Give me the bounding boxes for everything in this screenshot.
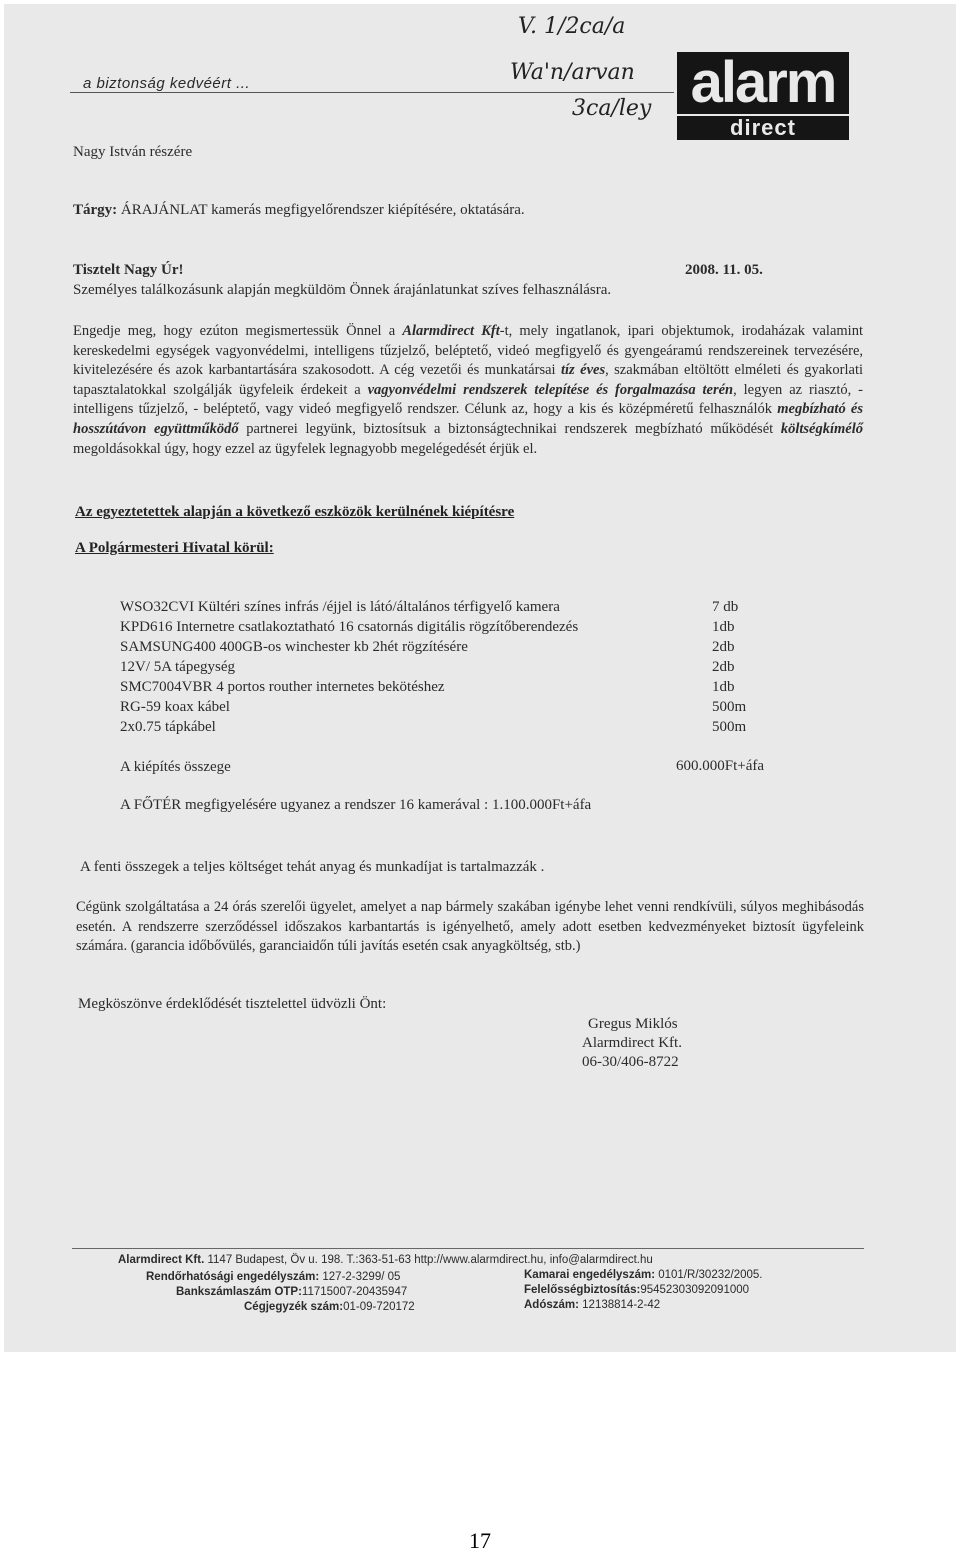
list-item-qty: 7 db — [712, 599, 739, 615]
tagline: a biztonság kedvéért ... — [83, 75, 251, 92]
letter-date: 2008. 11. 05. — [685, 262, 763, 278]
signer-company: Alarmdirect Kft. — [582, 1035, 682, 1051]
chamber-license-label: Kamarai engedélyszám: — [524, 1269, 656, 1281]
tax-number-label: Adószám: — [524, 1299, 579, 1311]
salutation: Tisztelt Nagy Úr! — [73, 262, 184, 278]
footer-tax-number — [524, 1299, 660, 1311]
bank-account-value: 11715007-20435947 — [301, 1286, 408, 1298]
police-license-value: 127-2-3299/ 05 — [322, 1271, 401, 1283]
signer-phone: 06-30/406-8722 — [582, 1054, 679, 1070]
alarmdirect-logo — [677, 52, 849, 142]
footer-rule — [72, 1248, 864, 1249]
list-item: SAMSUNG400 400GB-os winchester kb 2hét rögzítésére — [120, 639, 468, 655]
registry-value: 01-09-720172 — [343, 1301, 415, 1313]
intro-emphasis-3: vagyonvédelmi rendszerek telepítése és forgalmazása terén — [367, 381, 734, 398]
handwritten-note-1: V. 1/2ca/a — [518, 14, 626, 39]
footer-bank-account — [176, 1286, 407, 1298]
header-rule — [70, 92, 674, 93]
page-number: 17 — [469, 1528, 491, 1553]
footer-company: Alarmdirect Kft. — [118, 1254, 205, 1266]
list-item: KPD616 Internetre csatlakoztatható 16 csatornás digitális rögzítőberendezés — [120, 619, 579, 635]
total-label: A kiépítés összege — [120, 759, 231, 775]
handwritten-note-3: 3ca/ley — [572, 96, 652, 121]
section-heading: Az egyeztetettek alapján a következő eszközök kerülnének kiépítésre — [75, 504, 515, 520]
bank-account-label: Bankszámlaszám OTP: — [176, 1286, 302, 1298]
subject-line — [73, 202, 525, 219]
intro-text-4: , legyen az riasztó, - intelligens tűzjelző, - beléptető, vagy videó megfigyelő rendszer. Célunk az, hogy a kis és középméretű felhasználók — [73, 381, 863, 418]
service-paragraph: Cégünk szolgáltatása a 24 órás szerelői ügyelet, amelyet a nap bármely szakában igénybe lehet venni rendkívüli, súlyos meghibásodás esetén. A rendszerre szerződéssel időszakos karbantartás is igényelhető, amely adott esetben kedvezményeket biztosít ügyfeleink számára. (garancia időbővülés, garanciaidőn túli javítás esetén csak anyagköltség, stb.) — [76, 899, 864, 955]
list-item: SMC7004VBR 4 portos routher internetes bekötéshez — [120, 679, 445, 695]
list-item: 12V/ 5A tápegység — [120, 659, 235, 675]
footer-registry — [244, 1301, 415, 1313]
closing-line: Megköszönve érdeklődését tisztelettel üdvözli Önt: — [78, 996, 387, 1012]
list-item: 2x0.75 tápkábel — [120, 719, 216, 735]
list-item-qty: 2db — [712, 639, 735, 655]
cost-note: A fenti összegek a teljes költséget tehát anyag és munkadíjat is tartalmazzák . — [80, 859, 545, 875]
list-item: RG-59 koax kábel — [120, 699, 230, 715]
list-item-qty: 500m — [712, 699, 747, 715]
total-value: 600.000Ft+áfa — [676, 758, 765, 774]
subsection-heading: A Polgármesteri Hivatal körül: — [75, 540, 274, 556]
handwritten-note-2: Wa'n/arvan — [510, 60, 635, 85]
footer-chamber-license — [524, 1269, 762, 1281]
company-introduction — [73, 322, 863, 459]
intro-text-6: megoldásokkal úgy, hogy ezzel az ügyfelek legnagyobb megelégedését érjük el. — [73, 440, 538, 457]
intro-emphasis-2: tíz éves — [561, 362, 606, 379]
subject-label: Tárgy: — [73, 202, 118, 218]
signer-name: Gregus Miklós — [588, 1016, 678, 1032]
scanned-letter — [4, 4, 956, 1352]
list-item-qty: 500m — [712, 719, 747, 735]
intro-text-2: -t, mely ingatlanok, ipari objektumok, irodaházak valamint kereskedelmi egységek vagyonvédelmi, intelligens tűzjelző, beléptető, videó megfigyelő és gyengeáramú rendszereinek tervezésére, kivitelezésére és azok karbantartására szakosodott. A cég vezetői és munkatársai — [73, 323, 863, 379]
foter-offer: A FŐTÉR megfigyelésére ugyanez a rendszer 16 kamerával : 1.100.000Ft+áfa — [120, 797, 592, 813]
intro-emphasis-5: költségkímélő — [780, 420, 864, 437]
list-item-qty: 2db — [712, 659, 735, 675]
intro-text-3: , szakmában eltöltött elméleti és gyakorlati tapasztalatokkal szolgálják ügyfeleik érdekeit a — [73, 362, 864, 398]
footer-address-line — [118, 1254, 653, 1266]
recipient: Nagy István részére — [73, 144, 193, 160]
intro-emphasis-4: megbízható és hosszútávon együttműködő — [73, 401, 864, 437]
logo-word-alarm: alarm — [677, 52, 849, 114]
list-item: WSO32CVI Kültéri színes infrás /éjjel is látó/általános térfigyelő kamera — [120, 599, 560, 615]
tax-number-value: 12138814-2-42 — [582, 1299, 661, 1311]
logo-word-direct: direct — [677, 116, 849, 140]
subject-text: ÁRAJÁNLAT kamerás megfigyelőrendszer kiépítésére, oktatására. — [120, 202, 525, 218]
intro-text: Személyes találkozásunk alapján megküldöm Önnek árajánlatunkat szíves felhasználásra. — [73, 282, 612, 298]
footer-address: 1147 Budapest, Öv u. 198. T.:363-51-63 http://www.alarmdirect.hu, info@alarmdirect.hu — [207, 1254, 653, 1266]
list-item-qty: 1db — [712, 679, 735, 695]
footer-liability — [524, 1284, 749, 1296]
intro-text-5: partnerei legyünk, biztosítsuk a biztonságtechnikai rendszerek megbízható működését — [238, 420, 781, 437]
list-item-qty: 1db — [712, 619, 735, 635]
footer-police-license — [146, 1271, 400, 1283]
intro-text-1: Engedje meg, hogy ezúton megismertessük Önnel a — [73, 323, 403, 339]
chamber-license-value: 0101/R/30232/2005. — [658, 1269, 763, 1281]
intro-emphasis-1: Alarmdirect Kft — [402, 323, 500, 339]
police-license-label: Rendőrhatósági engedélyszám: — [146, 1271, 320, 1283]
liability-value: 95452303092091000 — [640, 1284, 750, 1296]
registry-label: Cégjegyzék szám: — [244, 1301, 344, 1313]
liability-label: Felelősségbiztosítás: — [524, 1284, 641, 1296]
